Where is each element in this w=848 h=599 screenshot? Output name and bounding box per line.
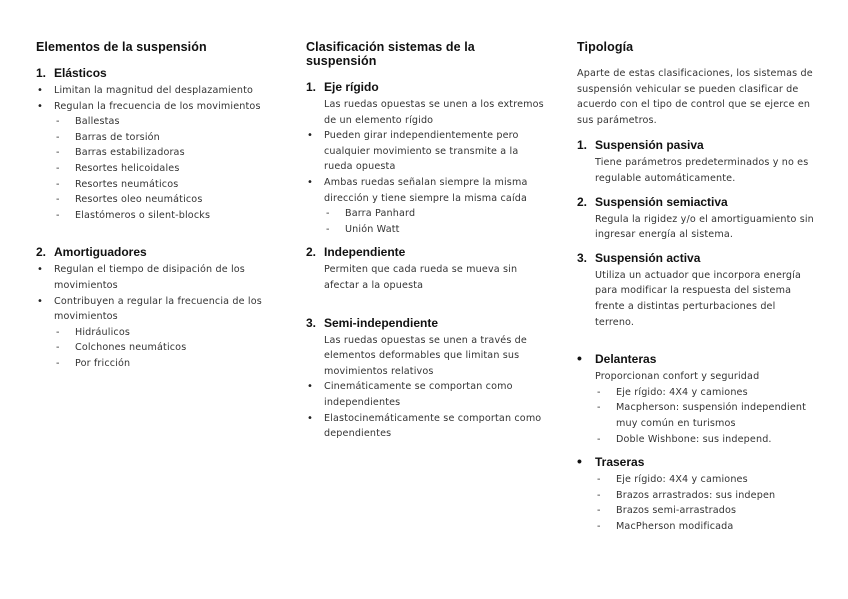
section-title — [577, 195, 817, 209]
section-title-text: Traseras — [595, 455, 645, 470]
sub-item: - Eje rígido: 4X4 y camiones — [577, 385, 817, 401]
section-title — [306, 245, 546, 259]
sub-item: - Eje rígido: 4X4 y camiones — [577, 472, 817, 488]
section-title-text: Semi-independiente — [324, 315, 439, 330]
sub-item: - Hidráulicos — [36, 325, 276, 341]
section-number: 2. — [577, 194, 588, 209]
sub-item: - Barras estabilizadoras — [36, 145, 276, 161]
sub-item: - Brazos arrastrados: sus indepen — [577, 488, 817, 504]
column-elementos — [36, 40, 276, 380]
sub-item: - Barras de torsión — [36, 130, 276, 146]
sub-item: - Resortes neumáticos — [36, 177, 276, 193]
section-title — [577, 251, 817, 265]
section-pasiva — [577, 138, 817, 186]
list-item: • Cinemáticamente se comportan como independientes — [306, 379, 546, 410]
section-description: Tiene parámetros predeterminados y no es regulable automáticamente. — [595, 157, 809, 184]
section-description: Utiliza un actuador que incorpora energía para modificar la respuesta del sistema frente a distintas perturbaciones del terreno. — [595, 269, 802, 328]
heading-elementos: Elementos de la suspensión — [36, 40, 207, 54]
sub-item: - MacPherson modificada — [577, 519, 817, 535]
sub-item: - Doble Wishbone: sus independ. — [577, 432, 817, 448]
bullet-icon: • — [577, 350, 582, 367]
section-independiente — [306, 245, 546, 293]
section-title — [36, 245, 276, 259]
list-item: • Limitan la magnitud del desplazamiento — [36, 83, 276, 99]
sub-item: - Por fricción — [36, 356, 276, 372]
section-title-text: Suspensión pasiva — [595, 138, 704, 153]
sub-item: - Unión Watt — [306, 222, 546, 238]
section-title-text: Amortiguadores — [54, 245, 147, 260]
list-item: • Pueden girar independientemente pero cualquier movimiento se transmite a la rueda opuesta — [306, 128, 546, 175]
spacer — [36, 231, 276, 245]
section-elasticos — [36, 66, 276, 223]
section-delanteras — [577, 352, 817, 447]
section-number: 2. — [306, 245, 317, 260]
spacer — [306, 302, 546, 316]
sub-item: - Barra Panhard — [306, 206, 546, 222]
column-clasificacion — [306, 40, 546, 450]
section-eje-rigido — [306, 80, 546, 237]
section-amortiguadores — [36, 245, 276, 371]
section-title-text: Suspensión activa — [595, 250, 701, 265]
sub-item: - Brazos semi-arrastrados — [577, 503, 817, 519]
section-description: Las ruedas opuestas se unen a través de elementos deformables que limitan sus movimientos relativos — [324, 334, 527, 377]
section-title — [306, 80, 546, 94]
sub-item: - Elastómeros o silent-blocks — [36, 208, 276, 224]
section-semiactiva — [577, 195, 817, 243]
section-title — [577, 455, 817, 469]
section-description: Las ruedas opuestas se unen a los extremos de un elemento rígido — [324, 99, 544, 126]
section-number: 1. — [577, 138, 588, 153]
section-number: 2. — [36, 245, 47, 260]
section-number: 3. — [306, 315, 317, 330]
section-description: Permiten que cada rueda se mueva sin afectar a la opuesta — [324, 264, 518, 291]
list-item: • Elastocinemáticamente se comportan como dependientes — [306, 411, 546, 442]
sub-item: - Resortes helicoidales — [36, 161, 276, 177]
section-activa — [577, 251, 817, 330]
section-description: Regula la rigidez y/o el amortiguamiento sin ingresar energía al sistema. — [595, 213, 814, 241]
section-number: 1. — [306, 80, 317, 94]
sub-item: - Resortes oleo neumáticos — [36, 192, 276, 208]
sub-item: - Ballestas — [36, 114, 276, 130]
section-title-text: Elásticos — [54, 66, 107, 80]
section-title — [577, 138, 817, 152]
bullet-icon: • — [577, 453, 582, 470]
spacer — [577, 338, 817, 352]
list-item: • Contribuyen a regular la frecuencia de los movimientos — [36, 294, 276, 325]
section-title-text: Independiente — [324, 245, 406, 260]
intro-paragraph: Aparte de estas clasificaciones, los sistemas de suspensión vehicular se pueden clasificar de acuerdo con el tipo de control que se ejerce en sus parámetros. — [577, 68, 813, 126]
section-number: 1. — [36, 66, 47, 80]
section-semi-independiente — [306, 316, 546, 442]
section-title-text: Suspensión semiactiva — [595, 194, 728, 209]
list-item: • Regulan el tiempo de disipación de los movimientos — [36, 262, 276, 293]
heading-tipologia: Tipología — [577, 40, 634, 54]
section-title — [577, 352, 817, 366]
section-title-text: Eje rígido — [324, 80, 379, 94]
section-title — [36, 66, 276, 80]
sub-item: - Macpherson: suspensión independient muy común en turismos — [577, 400, 817, 431]
section-description: Proporcionan confort y seguridad — [595, 371, 760, 383]
section-title-text: Delanteras — [595, 352, 657, 367]
heading-clasificacion: Clasificación sistemas de la suspensión — [306, 40, 475, 68]
section-title — [306, 316, 546, 330]
section-number: 3. — [577, 250, 588, 265]
section-traseras — [577, 455, 817, 534]
list-item: • Regulan la frecuencia de los movimientos — [36, 99, 276, 115]
column-tipologia — [577, 40, 817, 542]
list-item: • Ambas ruedas señalan siempre la misma dirección y tiene siempre la misma caída — [306, 175, 546, 206]
sub-item: - Colchones neumáticos — [36, 340, 276, 356]
